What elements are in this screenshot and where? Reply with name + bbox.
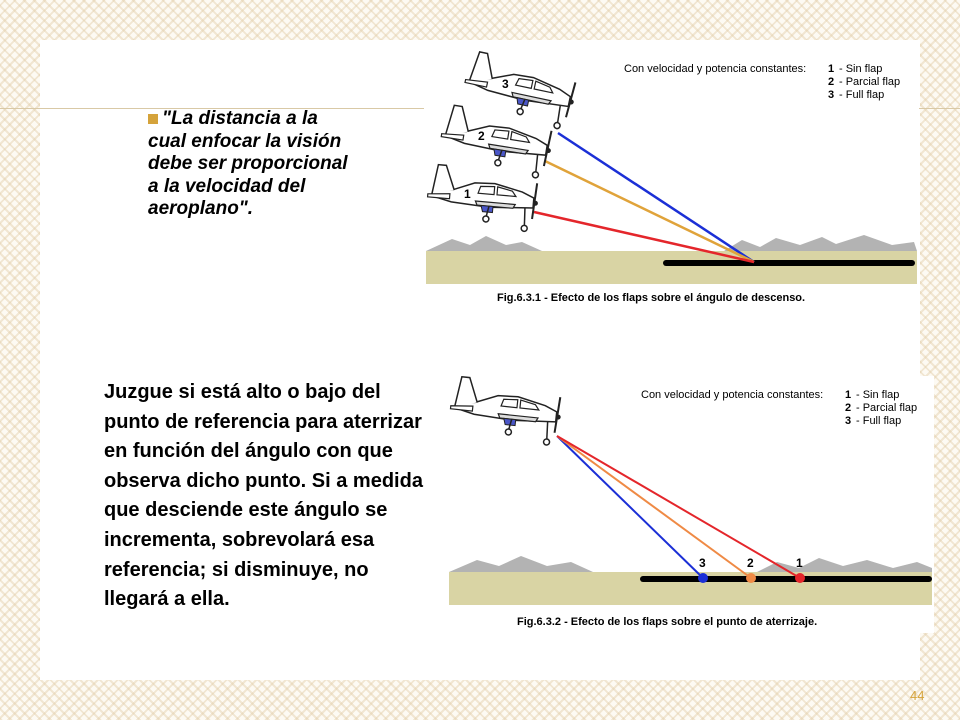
legend-item-1-num: 1 xyxy=(828,63,835,75)
legend-item-3-label: - Full flap xyxy=(856,415,902,427)
point-label-3: 3 xyxy=(699,556,706,570)
point-label-2: 2 xyxy=(747,556,754,570)
legend-item-2-label: - Parcial flap xyxy=(839,76,901,88)
approach-line-partial-flap xyxy=(545,161,754,262)
bullet-text: "La distancia a la cual enfocar la visión debe ser proporcional a la velocidad del aeroplano". xyxy=(148,108,348,219)
airplane-icon xyxy=(448,376,564,446)
mountains-right xyxy=(724,235,917,251)
bullet-square-icon xyxy=(148,114,158,124)
legend-item-3-num: 3 xyxy=(845,415,852,427)
approach-line-partial-flap xyxy=(557,436,751,578)
bullet-item xyxy=(148,108,348,221)
figure-flaps-landing-point xyxy=(447,376,934,633)
page-number: 44 xyxy=(910,688,925,703)
mountains-left xyxy=(426,236,542,251)
figure-2-caption: Fig.6.3.2 - Efecto de los flaps sobre el punto de aterrizaje. xyxy=(517,616,818,628)
legend-heading: Con velocidad y potencia constantes: xyxy=(641,389,824,401)
legend-item-2-num: 2 xyxy=(845,402,852,414)
approach-line-full-flap xyxy=(558,133,754,262)
legend-item-2-num: 2 xyxy=(828,76,835,88)
approach-line-sin-flap xyxy=(557,436,800,578)
body-paragraph: Juzgue si está alto o bajo del punto de referencia para aterrizar en función del ángulo con que observa dicho punto. Si a medida que desciende este ángulo se incrementa, sobrevolará esa referencia; si disminuye, no llegará a ella. xyxy=(104,381,423,611)
plane-label-3: 3 xyxy=(502,77,509,91)
point-label-1: 1 xyxy=(796,556,803,570)
airplane-icon-partial-flap xyxy=(437,104,555,180)
figure-1-caption: Fig.6.3.1 - Efecto de los flaps sobre el ángulo de descenso. xyxy=(497,292,806,304)
mountains-left xyxy=(449,556,593,572)
touchdown-point-partial-flap xyxy=(746,573,756,583)
figure-2-svg xyxy=(447,376,934,633)
legend-item-1-num: 1 xyxy=(845,389,852,401)
legend-item-2-label: - Parcial flap xyxy=(856,402,918,414)
ground-strip xyxy=(426,251,917,284)
legend-item-1-label: - Sin flap xyxy=(839,63,883,75)
plane-label-2: 2 xyxy=(478,129,485,143)
legend-item-1-label: - Sin flap xyxy=(856,389,900,401)
touchdown-point-full-flap xyxy=(698,573,708,583)
figure-flaps-descent-angle xyxy=(424,42,919,309)
touchdown-point-sin-flap xyxy=(795,573,805,583)
legend-item-3-label: - Full flap xyxy=(839,89,885,101)
legend-item-3-num: 3 xyxy=(828,89,835,101)
approach-line-full-flap xyxy=(557,436,703,578)
plane-label-1: 1 xyxy=(464,187,471,201)
legend-heading: Con velocidad y potencia constantes: xyxy=(624,63,807,75)
airplane-icon-sin-flap xyxy=(425,164,540,232)
airplane-icon-full-flap xyxy=(460,50,580,131)
figure-1-svg xyxy=(424,42,919,309)
mountains-right xyxy=(757,558,932,572)
